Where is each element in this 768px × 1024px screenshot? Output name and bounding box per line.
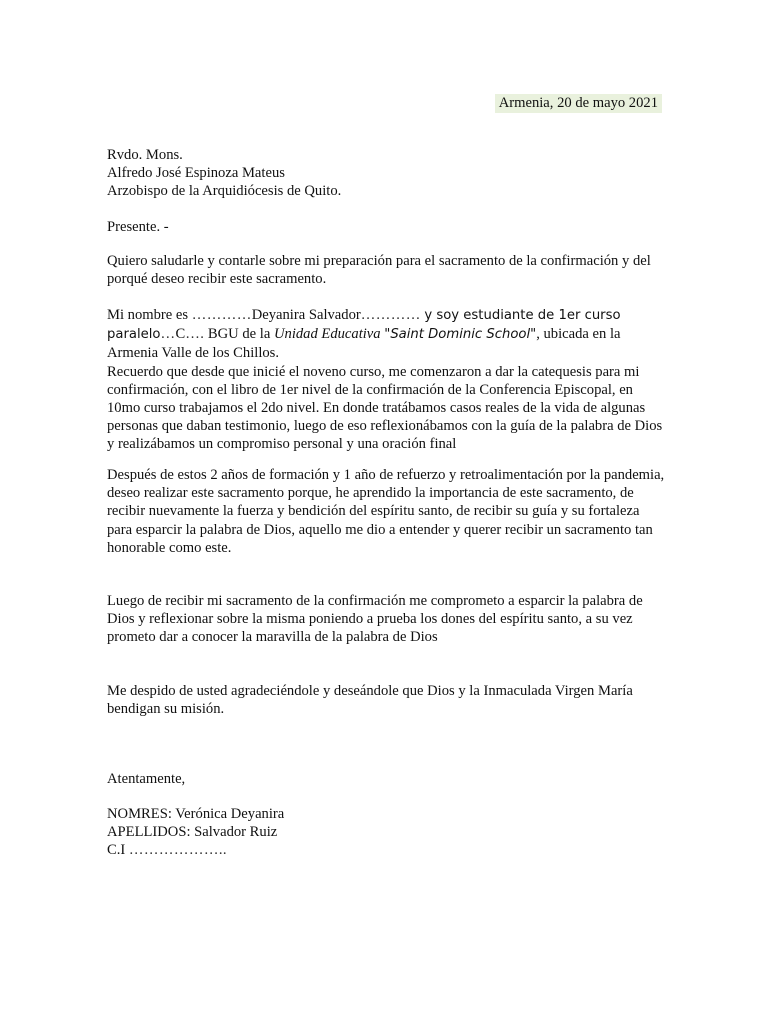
farewell-text: Me despido de usted agradeciéndole y deseándole que Dios y la Inmaculada Virgen María bendigan su misión.: [107, 683, 633, 718]
identity-parallel: paralelo: [107, 327, 161, 343]
commitment-text: Luego de recibir mi sacramento de la confirmación me comprometo a esparcir la palabra de Dios y reflexionar sobre la misma poniendo a prueba los dones del espíritu santo, a su vez prometo dar a conocer la maravilla de la palabra de Dios: [107, 593, 643, 646]
school-name: "Saint Dominic School": [384, 327, 537, 343]
signature-block: [107, 805, 667, 860]
intro-paragraph: [107, 252, 667, 288]
fill-dots: …………: [191, 307, 252, 323]
recipient-title: Rvdo. Mons.: [107, 147, 183, 163]
identity-course: y soy estudiante de 1er curso: [424, 308, 621, 323]
identity-bgu: BGU de la: [207, 326, 271, 343]
greeting: [107, 218, 667, 236]
parallel-letter: C: [175, 326, 186, 343]
closing: [107, 770, 667, 788]
signature-names: NOMRES: Verónica Deyanira: [107, 806, 285, 822]
farewell-paragraph: [107, 682, 667, 718]
identity-location: , ubicada en la Armenia Valle de los Chillos.: [107, 326, 621, 362]
ci-dots: ………………..: [128, 842, 227, 859]
reasons-text: Después de estos 2 años de formación y 1 año de refuerzo y retroalimentación por la pandemia, deseo realizar este sacramento porque, he aprendido la importancia de este sacramento, de recibir nuevamente la fuerza y bendición del espíritu santo, de recibir su guía y su fortaleza para esparcir la palabra de Dios, aquello me dio a entender y querer recibir un sacramento tan honorable como este.: [107, 467, 665, 556]
catechesis-paragraph: Recuerdo que desde que inicié el noveno curso, me comenzaron a dar la catequesis para mi confirmación, con el libro de 1er nivel de la confirmación de la Conferencia Episcopal, en 10mo curso trabajamos el 2do nivel. En donde tratábamos casos reales de la vida de algunas personas que daban testimonio, luego de eso reflexionábamos con la guía de la palabra de Dios y realizábamos un compromiso personal y una oración final: [107, 363, 663, 453]
fill-dots: …: [160, 326, 176, 343]
greeting-text: Presente. -: [107, 219, 169, 235]
closing-text: Atentamente,: [107, 771, 186, 787]
signature-surnames: APELLIDOS: Salvador Ruiz: [107, 824, 278, 841]
identity-paragraph: [107, 306, 667, 363]
fill-dots: …………: [360, 307, 421, 323]
reasons-paragraph: [107, 466, 667, 557]
identity-and-catechesis: [107, 306, 667, 454]
commitment-paragraph: [107, 592, 667, 647]
date-line: Armenia, 20 de mayo 2021: [495, 94, 662, 113]
recipient-position: Arzobispo de la Arquidiócesis de Quito.: [107, 183, 342, 200]
signature-ci: [107, 841, 667, 859]
school-type: Unidad Educativa: [273, 326, 381, 343]
student-name: Deyanira Salvador: [251, 307, 361, 323]
ci-label: C.I: [107, 842, 126, 859]
fill-dots: ….: [185, 326, 205, 343]
identity-intro: Mi nombre es: [107, 307, 189, 323]
recipient-name: Alfredo José Espinoza Mateus: [107, 165, 285, 182]
intro-text: Quiero saludarle y contarle sobre mi preparación para el sacramento de la confirmación y del porqué deseo recibir este sacramento.: [107, 253, 651, 288]
recipient-block: [107, 146, 667, 201]
